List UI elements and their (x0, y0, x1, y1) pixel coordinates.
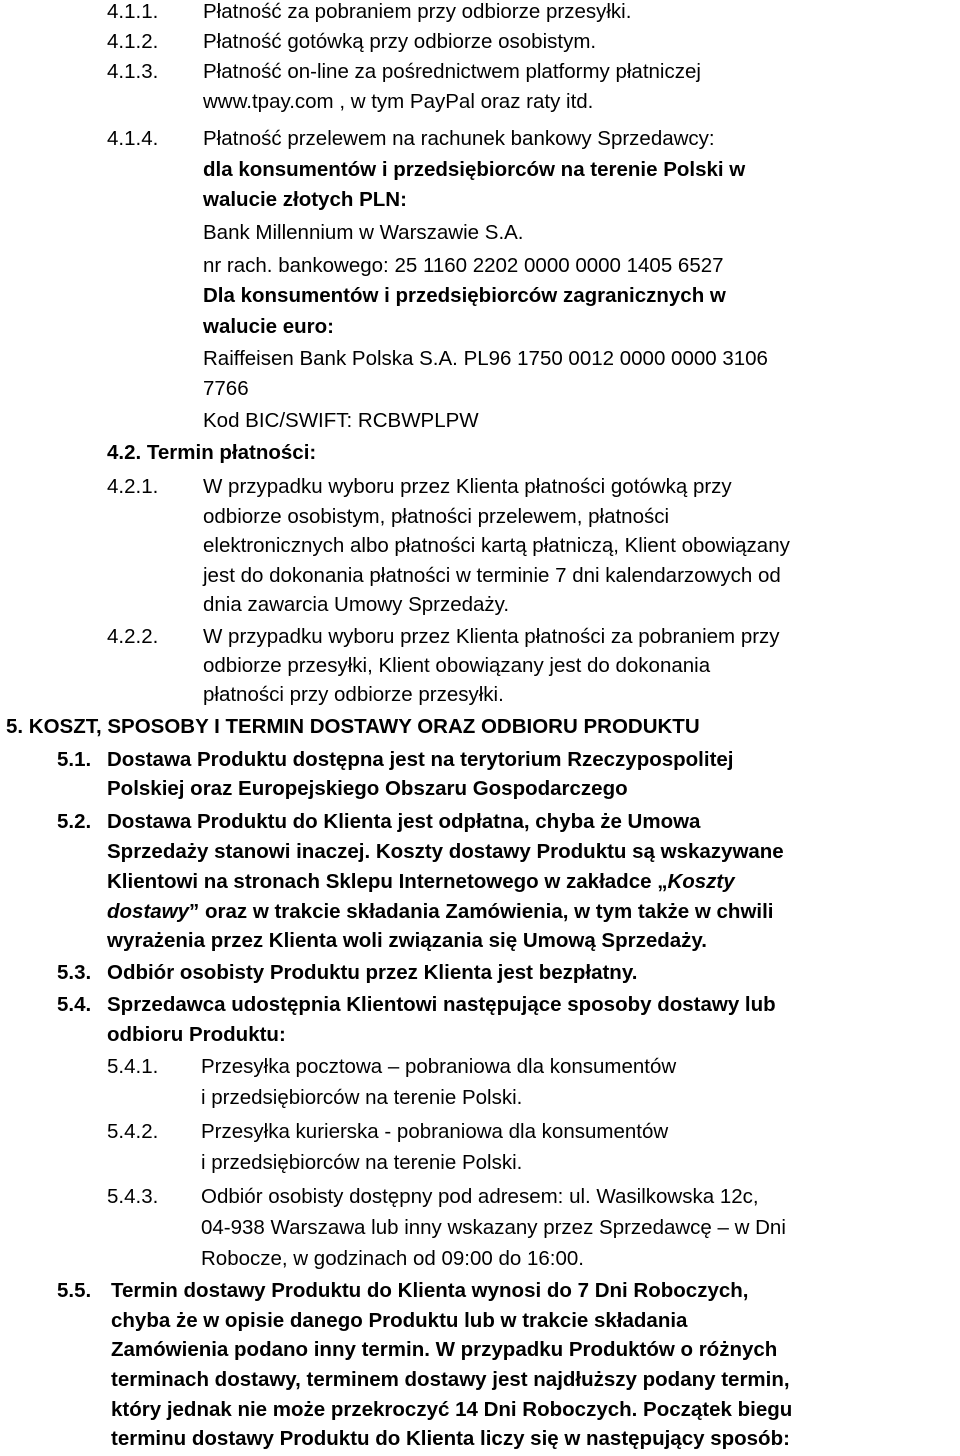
item-text-line: i przedsiębiorców na terenie Polski. (201, 1086, 523, 1109)
paragraph-line: odbioru Produktu: (107, 1023, 286, 1046)
item-text-line: 7766 (203, 377, 249, 400)
item-text-line: www.tpay.com , w tym PayPal oraz raty itd. (203, 90, 594, 113)
item-text-line: dla konsumentów i przedsiębiorców na terenie Polski w (203, 158, 746, 181)
paragraph-line: Odbiór osobisty Produktu przez Klienta jest bezpłatny. (107, 961, 638, 984)
item-text-line: Płatność on-line za pośrednictwem platformy płatniczej (203, 60, 701, 83)
item-text-line: walucie złotych PLN: (203, 188, 407, 211)
item-text-line: Płatność za pobraniem przy odbiorze przesyłki. (203, 0, 632, 23)
item-number: 5.4.1. (107, 1055, 159, 1078)
paragraph-line: który jednak nie może przekroczyć 14 Dni Roboczych. Początek biegu (111, 1398, 793, 1421)
chapter-heading: 5. KOSZT, SPOSOBY I TERMIN DOSTAWY ORAZ ODBIORU PRODUKTU (6, 715, 700, 738)
emphasis-text: Koszty (667, 870, 735, 893)
emphasis-text: dostawy (107, 900, 190, 923)
paragraph-line: Termin dostawy Produktu do Klienta wynosi do 7 Dni Roboczych, (111, 1279, 749, 1302)
item-text-line: Przesyłka kurierska - pobraniowa dla konsumentów (201, 1120, 669, 1143)
paragraph-line: terminach dostawy, terminem dostawy jest najdłuższy podany termin, (111, 1368, 790, 1391)
paragraph-line: Dostawa Produktu dostępna jest na terytorium Rzeczypospolitej (107, 748, 734, 771)
paragraph-number: 5.5. (57, 1279, 92, 1302)
item-text-line: płatności przy odbiorze przesyłki. (203, 683, 504, 706)
paragraph-line: Zamówienia podano inny termin. W przypadku Produktów o różnych (111, 1338, 778, 1361)
item-text-line: Płatność przelewem na rachunek bankowy Sprzedawcy: (203, 127, 715, 150)
item-text-line: W przypadku wyboru przez Klienta płatności gotówką przy (203, 475, 732, 498)
item-text-line: Przesyłka pocztowa – pobraniowa dla konsumentów (201, 1055, 677, 1078)
paragraph-line: wyrażenia przez Klienta woli związania się Umową Sprzedaży. (107, 929, 708, 952)
paragraph-number: 5.2. (57, 810, 92, 833)
item-text-line: odbiorze osobistym, płatności przelewem, płatności (203, 505, 670, 528)
item-text-line: Płatność gotówką przy odbiorze osobistym. (203, 30, 597, 53)
item-number: 4.1.3. (107, 60, 159, 83)
paragraph-number: 5.3. (57, 961, 92, 984)
item-text-line: Odbiór osobisty dostępny pod adresem: ul. Wasilkowska 12c, (201, 1185, 759, 1208)
paragraph-line: terminu dostawy Produktu do Klienta liczy się w następujący sposób: (111, 1427, 790, 1450)
paragraph-text: ” oraz w trakcie składania Zamówienia, w tym także w chwili (189, 900, 774, 923)
item-text-line: odbiorze przesyłki, Klient obowiązany jest do dokonania (203, 654, 711, 677)
item-number: 5.4.3. (107, 1185, 159, 1208)
item-number: 5.4.2. (107, 1120, 159, 1143)
item-text-line: 04-938 Warszawa lub inny wskazany przez Sprzedawcę – w Dni (201, 1216, 786, 1239)
item-text-line: i przedsiębiorców na terenie Polski. (201, 1151, 523, 1174)
item-text-line: elektronicznych albo płatności kartą płatniczą, Klient obowiązany (203, 534, 790, 557)
item-text-line: nr rach. bankowego: 25 1160 2202 0000 0000 1405 6527 (203, 254, 724, 277)
section-heading: 4.2. Termin płatności: (107, 441, 317, 464)
item-number: 4.1.1. (107, 0, 159, 23)
item-text-line: Dla konsumentów i przedsiębiorców zagranicznych w (203, 284, 726, 307)
paragraph-line (107, 897, 774, 927)
paragraph-number: 5.1. (57, 748, 92, 771)
item-text-line: walucie euro: (203, 315, 335, 338)
item-number: 4.2.1. (107, 475, 159, 498)
item-text-line: Bank Millennium w Warszawie S.A. (203, 221, 524, 244)
paragraph-line: Polskiej oraz Europejskiego Obszaru Gospodarczego (107, 777, 628, 800)
item-text-line: W przypadku wyboru przez Klienta płatności za pobraniem przy (203, 625, 780, 648)
item-text-line: Robocze, w godzinach od 09:00 do 16:00. (201, 1247, 584, 1270)
paragraph-text: Klientowi na stronach Sklepu Internetowego w zakładce „ (107, 870, 668, 893)
paragraph-line (107, 867, 735, 897)
item-text-line: Raiffeisen Bank Polska S.A. PL96 1750 0012 0000 0000 3106 (203, 347, 768, 370)
item-text-line: Kod BIC/SWIFT: RCBWPLPW (203, 409, 479, 432)
item-text-line: jest do dokonania płatności w terminie 7 dni kalendarzowych od (203, 564, 781, 587)
item-number: 4.1.2. (107, 30, 159, 53)
item-number: 4.2.2. (107, 625, 159, 648)
paragraph-line: Sprzedawca udostępnia Klientowi następujące sposoby dostawy lub (107, 993, 776, 1016)
item-number: 4.1.4. (107, 127, 159, 150)
paragraph-line: chyba że w opisie danego Produktu lub w trakcie składania (111, 1309, 688, 1332)
paragraph-number: 5.4. (57, 993, 92, 1016)
item-text-line: dnia zawarcia Umowy Sprzedaży. (203, 593, 510, 616)
paragraph-line: Sprzedaży stanowi inaczej. Koszty dostawy Produktu są wskazywane (107, 840, 784, 863)
paragraph-line: Dostawa Produktu do Klienta jest odpłatna, chyba że Umowa (107, 810, 701, 833)
